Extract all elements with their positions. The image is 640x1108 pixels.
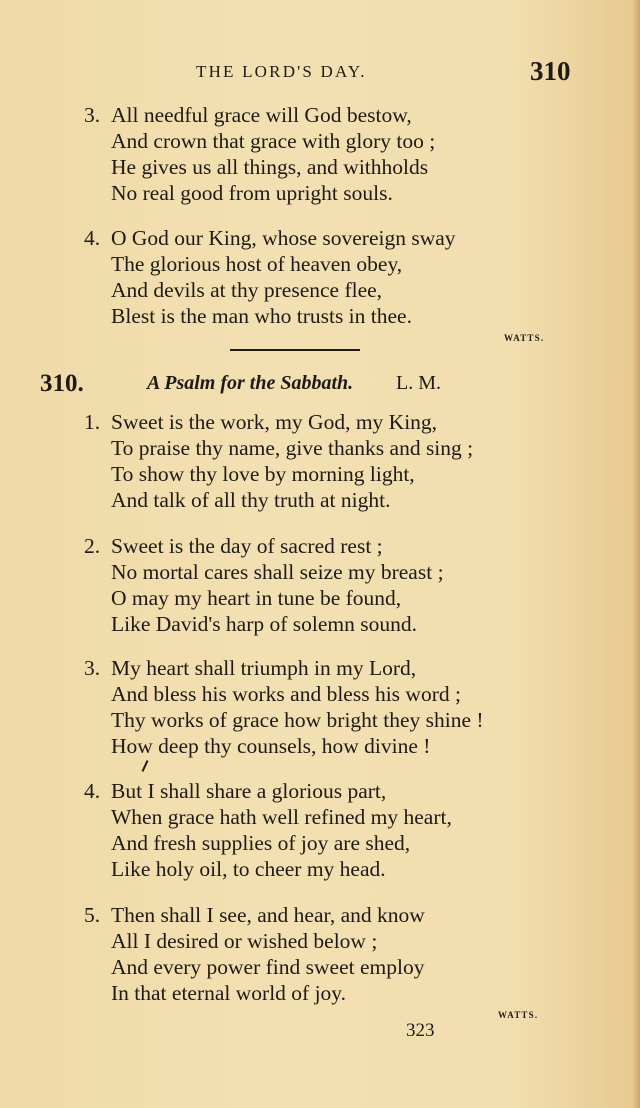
stanza-line: 4. O God our King, whose sovereign sway <box>84 226 456 250</box>
stanza-line: The glorious host of heaven obey, <box>111 252 403 276</box>
section-divider <box>230 349 360 351</box>
stanza-line: How deep thy counsels, how divine ! <box>111 734 431 758</box>
stanza-line: And crown that grace with glory too ; <box>111 129 436 153</box>
stanza-line: Like holy oil, to cheer my head. <box>111 857 386 881</box>
stanza-line: Blest is the man who trusts in thee. <box>111 304 412 328</box>
stanza-line: All I desired or wished below ; <box>111 929 378 953</box>
stanza-line: 2. Sweet is the day of sacred rest ; <box>84 534 383 558</box>
stanza-line: And bless his works and bless his word ; <box>111 682 461 706</box>
stanza-2 <box>84 533 444 637</box>
stanza-line: No real good from upright souls. <box>111 181 393 205</box>
stanza-line: 1. Sweet is the work, my God, my King, <box>84 410 438 434</box>
ink-mark <box>142 760 149 772</box>
hymn-heading <box>40 370 600 400</box>
stanza-line: And devils at thy presence flee, <box>111 278 383 302</box>
hymn-title: A Psalm for the Sabbath. <box>147 372 354 394</box>
stanza-line: And talk of all thy truth at night. <box>111 488 391 512</box>
stanza-line: 4. But I shall share a glorious part, <box>84 779 387 803</box>
stanza-1 <box>84 409 473 513</box>
prev-stanza-3 <box>84 102 435 206</box>
stanza-line: Thy works of grace how bright they shine ! <box>111 708 484 732</box>
stanza-line: No mortal cares shall seize my breast ; <box>111 560 444 584</box>
prev-stanza-4 <box>84 225 456 329</box>
stanza-line: In that eternal world of joy. <box>111 981 347 1005</box>
previous-attribution: WATTS. <box>504 333 545 343</box>
stanza-line: To show thy love by morning light, <box>111 462 415 486</box>
page-edge-shadow <box>632 0 640 1108</box>
page-folio: 323 <box>406 1020 435 1041</box>
running-header <box>0 58 640 88</box>
stanza-number: 4. <box>84 779 101 803</box>
stanza-number: 2. <box>84 534 101 558</box>
header-page-number: 310 <box>530 56 571 86</box>
stanza-line: He gives us all things, and withholds <box>111 155 429 179</box>
stanza-line: And every power find sweet employ <box>111 955 425 979</box>
stanza-number: 3. <box>84 656 101 680</box>
running-title: THE LORD'S DAY. <box>196 62 367 81</box>
stanza-number: 4. <box>84 226 101 250</box>
stanza-line: To praise thy name, give thanks and sing ; <box>111 436 474 460</box>
stanza-line: 3. My heart shall triumph in my Lord, <box>84 656 417 680</box>
stanza-number: 5. <box>84 903 101 927</box>
stanza-number: 1. <box>84 410 101 434</box>
stanza-line: When grace hath well refined my heart, <box>111 805 452 829</box>
stanza-line: 5. Then shall I see, and hear, and know <box>84 903 425 927</box>
hymn-meter: L. M. <box>396 372 441 394</box>
stanza-line: Like David's harp of solemn sound. <box>111 612 418 636</box>
stanza-3 <box>84 655 484 759</box>
hymn-number: 310. <box>40 370 84 397</box>
stanza-line: 3. All needful grace will God bestow, <box>84 103 412 127</box>
stanza-4 <box>84 778 452 882</box>
stanza-line: O may my heart in tune be found, <box>111 586 402 610</box>
stanza-number: 3. <box>84 103 101 127</box>
stanza-5 <box>84 902 425 1006</box>
stanza-line: And fresh supplies of joy are shed, <box>111 831 411 855</box>
hymn-attribution: WATTS. <box>498 1010 539 1020</box>
